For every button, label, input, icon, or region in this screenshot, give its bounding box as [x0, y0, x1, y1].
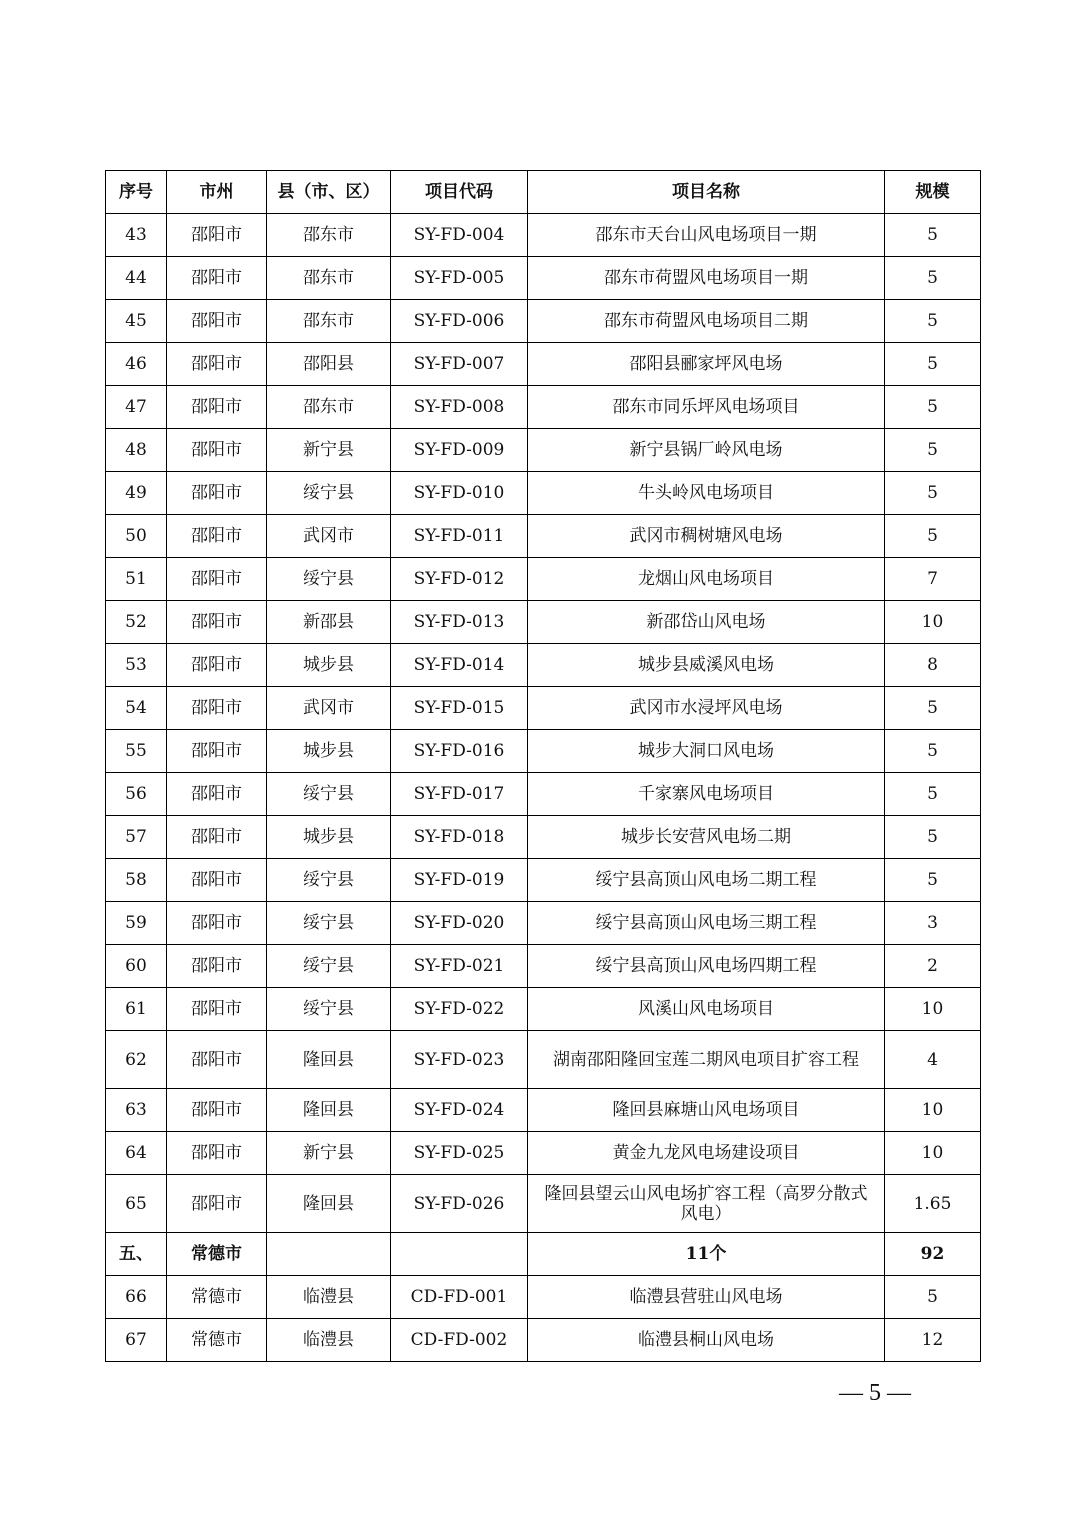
cell-city: 邵阳市: [167, 1089, 267, 1132]
cell-county: 邵东市: [267, 300, 391, 343]
table-row: [106, 1276, 981, 1319]
cell-project-code: SY-FD-004: [391, 214, 528, 257]
cell-project-name: 武冈市水浸坪风电场: [528, 687, 885, 730]
cell-project-name: 绥宁县高顶山风电场三期工程: [528, 902, 885, 945]
cell-city: 邵阳市: [167, 773, 267, 816]
cell-county: 绥宁县: [267, 859, 391, 902]
cell-index: 64: [106, 1132, 167, 1175]
cell-county: 城步县: [267, 816, 391, 859]
cell-project-name: 隆回县望云山风电场扩容工程（高罗分散式风电）: [528, 1175, 885, 1233]
cell-project-name: 邵东市荷盟风电场项目二期: [528, 300, 885, 343]
cell-city: 邵阳市: [167, 515, 267, 558]
cell-county: 武冈市: [267, 515, 391, 558]
cell-project-name: 城步大洞口风电场: [528, 730, 885, 773]
table-row: [106, 1175, 981, 1233]
table-row: [106, 257, 981, 300]
cell-city: 邵阳市: [167, 902, 267, 945]
cell-project-code: SY-FD-017: [391, 773, 528, 816]
cell-city: 邵阳市: [167, 558, 267, 601]
cell-scale: 10: [885, 601, 981, 644]
cell-project-name: 城步县威溪风电场: [528, 644, 885, 687]
cell-project-name: 新宁县锅厂岭风电场: [528, 429, 885, 472]
table-row: [106, 773, 981, 816]
cell-project-code: CD-FD-002: [391, 1319, 528, 1362]
cell-project-code: SY-FD-023: [391, 1031, 528, 1089]
cell-project-name: 新邵岱山风电场: [528, 601, 885, 644]
cell-index: 66: [106, 1276, 167, 1319]
cell-index: 54: [106, 687, 167, 730]
cell-city: 邵阳市: [167, 343, 267, 386]
table-row: [106, 644, 981, 687]
cell-project-name: 城步长安营风电场二期: [528, 816, 885, 859]
cell-project-name: 千家寨风电场项目: [528, 773, 885, 816]
cell-city: 邵阳市: [167, 1132, 267, 1175]
cell-city: 邵阳市: [167, 386, 267, 429]
cell-index: 60: [106, 945, 167, 988]
cell-scale: 92: [885, 1233, 981, 1276]
cell-scale: 5: [885, 429, 981, 472]
cell-county: 邵阳县: [267, 343, 391, 386]
table-row: [106, 386, 981, 429]
table-row: [106, 214, 981, 257]
table-row: [106, 988, 981, 1031]
cell-project-code: SY-FD-019: [391, 859, 528, 902]
cell-city: 邵阳市: [167, 472, 267, 515]
table-row: [106, 816, 981, 859]
table-row: [106, 1319, 981, 1362]
header-county: 县（市、区）: [267, 171, 391, 214]
cell-project-name: 11个: [528, 1233, 885, 1276]
table-row: [106, 945, 981, 988]
cell-scale: 5: [885, 730, 981, 773]
cell-index: 46: [106, 343, 167, 386]
cell-project-code: SY-FD-013: [391, 601, 528, 644]
table-row: [106, 1089, 981, 1132]
cell-project-code: CD-FD-001: [391, 1276, 528, 1319]
cell-project-name: 黄金九龙风电场建设项目: [528, 1132, 885, 1175]
cell-city: 常德市: [167, 1276, 267, 1319]
cell-index: 44: [106, 257, 167, 300]
table-header-row: [106, 171, 981, 214]
cell-scale: 5: [885, 773, 981, 816]
cell-county: 新邵县: [267, 601, 391, 644]
cell-county: 邵东市: [267, 214, 391, 257]
table-row: [106, 300, 981, 343]
cell-city: 邵阳市: [167, 300, 267, 343]
cell-county: 绥宁县: [267, 945, 391, 988]
cell-city: 邵阳市: [167, 816, 267, 859]
cell-project-code: SY-FD-015: [391, 687, 528, 730]
cell-index: 五、: [106, 1233, 167, 1276]
cell-project-code: SY-FD-009: [391, 429, 528, 472]
cell-index: 48: [106, 429, 167, 472]
cell-project-code: SY-FD-016: [391, 730, 528, 773]
cell-county: 新宁县: [267, 1132, 391, 1175]
cell-index: 58: [106, 859, 167, 902]
cell-county: 武冈市: [267, 687, 391, 730]
cell-city: 常德市: [167, 1319, 267, 1362]
cell-scale: 8: [885, 644, 981, 687]
cell-project-name: 武冈市稠树塘风电场: [528, 515, 885, 558]
cell-project-name: 龙烟山风电场项目: [528, 558, 885, 601]
header-project-code: 项目代码: [391, 171, 528, 214]
cell-project-code: SY-FD-014: [391, 644, 528, 687]
cell-index: 56: [106, 773, 167, 816]
cell-project-code: SY-FD-020: [391, 902, 528, 945]
header-index: 序号: [106, 171, 167, 214]
cell-index: 59: [106, 902, 167, 945]
cell-project-code: SY-FD-010: [391, 472, 528, 515]
cell-project-name: 绥宁县高顶山风电场四期工程: [528, 945, 885, 988]
cell-scale: 5: [885, 343, 981, 386]
cell-project-name: 邵东市同乐坪风电场项目: [528, 386, 885, 429]
cell-index: 57: [106, 816, 167, 859]
cell-city: 邵阳市: [167, 687, 267, 730]
cell-scale: 5: [885, 386, 981, 429]
cell-scale: 5: [885, 515, 981, 558]
cell-index: 61: [106, 988, 167, 1031]
cell-scale: 5: [885, 257, 981, 300]
cell-scale: 5: [885, 816, 981, 859]
cell-scale: 10: [885, 988, 981, 1031]
subtotal-row: [106, 1233, 981, 1276]
cell-project-name: 邵东市天台山风电场项目一期: [528, 214, 885, 257]
cell-project-code: SY-FD-007: [391, 343, 528, 386]
table-row: [106, 343, 981, 386]
cell-index: 55: [106, 730, 167, 773]
cell-city: 邵阳市: [167, 1031, 267, 1089]
cell-project-code: SY-FD-021: [391, 945, 528, 988]
cell-scale: 5: [885, 300, 981, 343]
cell-project-name: 临澧县营驻山风电场: [528, 1276, 885, 1319]
cell-county: 城步县: [267, 644, 391, 687]
cell-county: [267, 1233, 391, 1276]
cell-project-code: SY-FD-025: [391, 1132, 528, 1175]
page-number: — 5 —: [839, 1380, 911, 1406]
header-project-name: 项目名称: [528, 171, 885, 214]
cell-city: 邵阳市: [167, 644, 267, 687]
cell-scale: 7: [885, 558, 981, 601]
cell-index: 49: [106, 472, 167, 515]
cell-county: 绥宁县: [267, 472, 391, 515]
table-row: [106, 730, 981, 773]
cell-index: 43: [106, 214, 167, 257]
cell-city: 邵阳市: [167, 859, 267, 902]
project-table: [105, 170, 981, 1362]
cell-project-code: [391, 1233, 528, 1276]
cell-index: 53: [106, 644, 167, 687]
table-row: [106, 429, 981, 472]
cell-scale: 2: [885, 945, 981, 988]
cell-project-name: 邵阳县郦家坪风电场: [528, 343, 885, 386]
cell-scale: 5: [885, 472, 981, 515]
cell-county: 绥宁县: [267, 558, 391, 601]
cell-project-name: 湖南邵阳隆回宝莲二期风电项目扩容工程: [528, 1031, 885, 1089]
cell-project-name: 牛头岭风电场项目: [528, 472, 885, 515]
cell-county: 绥宁县: [267, 902, 391, 945]
cell-county: 隆回县: [267, 1031, 391, 1089]
cell-project-code: SY-FD-026: [391, 1175, 528, 1233]
cell-county: 邵东市: [267, 386, 391, 429]
header-city: 市州: [167, 171, 267, 214]
table-row: [106, 558, 981, 601]
cell-project-code: SY-FD-018: [391, 816, 528, 859]
table-row: [106, 859, 981, 902]
cell-city: 邵阳市: [167, 214, 267, 257]
table-body: [106, 214, 981, 1362]
cell-city: 邵阳市: [167, 945, 267, 988]
table-row: [106, 472, 981, 515]
table-row: [106, 687, 981, 730]
cell-county: 绥宁县: [267, 988, 391, 1031]
cell-index: 67: [106, 1319, 167, 1362]
cell-city: 邵阳市: [167, 1175, 267, 1233]
cell-project-name: 风溪山风电场项目: [528, 988, 885, 1031]
cell-city: 邵阳市: [167, 257, 267, 300]
cell-scale: 5: [885, 687, 981, 730]
cell-scale: 12: [885, 1319, 981, 1362]
cell-city: 邵阳市: [167, 988, 267, 1031]
cell-index: 65: [106, 1175, 167, 1233]
cell-city: 邵阳市: [167, 601, 267, 644]
cell-index: 45: [106, 300, 167, 343]
cell-county: 隆回县: [267, 1175, 391, 1233]
cell-project-code: SY-FD-022: [391, 988, 528, 1031]
cell-city: 常德市: [167, 1233, 267, 1276]
cell-project-code: SY-FD-011: [391, 515, 528, 558]
cell-county: 城步县: [267, 730, 391, 773]
cell-scale: 5: [885, 214, 981, 257]
cell-project-code: SY-FD-024: [391, 1089, 528, 1132]
table-row: [106, 601, 981, 644]
cell-index: 52: [106, 601, 167, 644]
cell-county: 邵东市: [267, 257, 391, 300]
cell-scale: 3: [885, 902, 981, 945]
cell-city: 邵阳市: [167, 429, 267, 472]
cell-scale: 10: [885, 1089, 981, 1132]
cell-scale: 5: [885, 1276, 981, 1319]
cell-scale: 5: [885, 859, 981, 902]
cell-scale: 1.65: [885, 1175, 981, 1233]
cell-county: 临澧县: [267, 1276, 391, 1319]
cell-city: 邵阳市: [167, 730, 267, 773]
cell-county: 临澧县: [267, 1319, 391, 1362]
cell-index: 62: [106, 1031, 167, 1089]
header-scale: 规模: [885, 171, 981, 214]
cell-project-name: 邵东市荷盟风电场项目一期: [528, 257, 885, 300]
cell-county: 新宁县: [267, 429, 391, 472]
table-row: [106, 515, 981, 558]
cell-project-code: SY-FD-005: [391, 257, 528, 300]
cell-project-code: SY-FD-012: [391, 558, 528, 601]
cell-project-code: SY-FD-006: [391, 300, 528, 343]
cell-index: 50: [106, 515, 167, 558]
cell-project-name: 绥宁县高顶山风电场二期工程: [528, 859, 885, 902]
table-row: [106, 902, 981, 945]
table-row: [106, 1031, 981, 1089]
table-row: [106, 1132, 981, 1175]
cell-index: 63: [106, 1089, 167, 1132]
cell-county: 隆回县: [267, 1089, 391, 1132]
cell-scale: 10: [885, 1132, 981, 1175]
cell-project-name: 隆回县麻塘山风电场项目: [528, 1089, 885, 1132]
cell-index: 47: [106, 386, 167, 429]
cell-project-code: SY-FD-008: [391, 386, 528, 429]
cell-county: 绥宁县: [267, 773, 391, 816]
cell-scale: 4: [885, 1031, 981, 1089]
cell-project-name: 临澧县桐山风电场: [528, 1319, 885, 1362]
cell-index: 51: [106, 558, 167, 601]
